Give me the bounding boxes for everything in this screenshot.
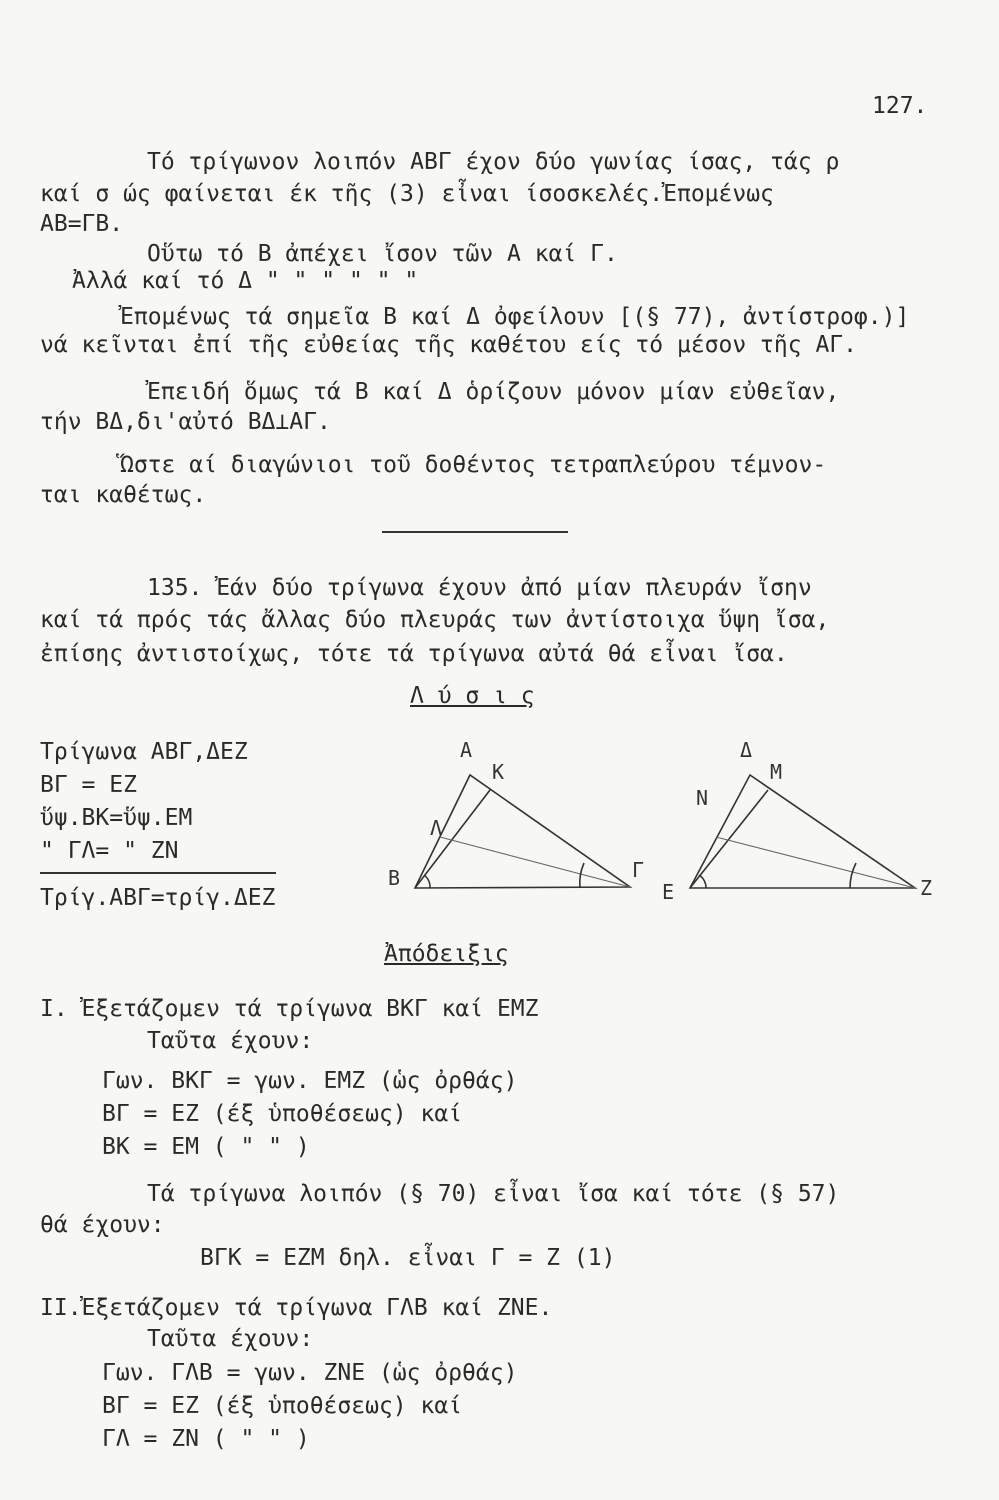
arc-z bbox=[850, 863, 856, 888]
text-line: ται καθέτως. bbox=[40, 482, 207, 508]
given-line: ὕψ.ΒΚ=ὕψ.ΕΜ bbox=[40, 805, 193, 831]
proof-line: II.Ἐξετάζομεν τά τρίγωνα ΓΛΒ καί ΖΝΕ. bbox=[40, 1295, 553, 1321]
conclusion: Τρίγ.ΑΒΓ=τρίγ.ΔΕΖ bbox=[40, 885, 276, 911]
altitude-gl bbox=[440, 837, 630, 887]
label-n: Ν bbox=[696, 786, 709, 810]
text-line: ΑΒ=ΓΒ. bbox=[40, 211, 124, 237]
altitude-bk bbox=[415, 790, 490, 888]
label-a: Α bbox=[460, 738, 473, 762]
section-divider bbox=[382, 531, 568, 533]
triangles-figure bbox=[380, 735, 960, 915]
label-k: Κ bbox=[492, 760, 505, 784]
label-e: Ε bbox=[662, 880, 675, 904]
given-line: Τρίγωνα ΑΒΓ,ΔΕΖ bbox=[40, 739, 248, 765]
label-z: Ζ bbox=[920, 876, 933, 900]
label-l: Λ bbox=[430, 816, 443, 840]
page-number: 127. bbox=[872, 93, 928, 119]
problem-line: ἐπίσης ἀντιστοίχως, τότε τά τρίγωνα αὐτά θά εἶναι ἴσα. bbox=[40, 641, 788, 667]
proof-line: Γων. ΒΚΓ = γων. ΕΜΖ (ὡς ὀρθάς) bbox=[102, 1068, 518, 1094]
givens-rule bbox=[40, 872, 276, 874]
triangle-dez bbox=[690, 775, 915, 888]
proof-line: ΒΓ = ΕΖ (έξ ὑποθέσεως) καί bbox=[102, 1101, 463, 1127]
label-g: Γ bbox=[632, 858, 645, 882]
text-line: καί σ ώς φαίνεται έκ τῆς (3) εἶναι ίσοσκελές.Ἐπομένως bbox=[40, 181, 774, 207]
arc-left bbox=[424, 875, 430, 888]
proof-line: I. Ἐξετάζομεν τά τρίγωνα ΒΚΓ καί ΕΜΖ bbox=[40, 996, 539, 1022]
proof-line: Ταῦτα έχουν: bbox=[147, 1326, 314, 1352]
proof-line: Γων. ΓΛΒ = γων. ΖΝΕ (ὡς ὀρθάς) bbox=[102, 1360, 518, 1386]
proof-line: Τά τρίγωνα λοιπόν (§ 70) εἶναι ἴσα καί τότε (§ 57) bbox=[147, 1181, 840, 1207]
proof-line: ΓΛ = ΖΝ ( " " ) bbox=[102, 1426, 310, 1452]
problem-line: 135. Ἐάν δύο τρίγωνα έχουν ἀπό μίαν πλευράν ἴσην bbox=[147, 575, 812, 601]
given-line: ΒΓ = ΕΖ bbox=[40, 772, 137, 798]
proof-line: ΒΓ = ΕΖ (έξ ὑποθέσεως) καί bbox=[102, 1393, 463, 1419]
problem-line: καί τά πρός τάς ἄλλας δύο πλευράς των ἀντίστοιχα ὕψη ἴσα, bbox=[40, 607, 830, 633]
proof-title: Ἀπόδειξις bbox=[384, 941, 509, 967]
text-line: Ἐπειδή ὅμως τά Β καί Δ ὁρίζουν μόνον μίαν εὐθεῖαν, bbox=[147, 379, 840, 405]
label-d: Δ bbox=[740, 738, 753, 762]
text-line: τήν ΒΔ,δι'αὐτό ΒΔ⊥ΑΓ. bbox=[40, 409, 331, 435]
text-line: Ἀλλά καί τό Δ " " " " " " bbox=[72, 268, 419, 294]
proof-line: ΒΓΚ = ΕΖΜ δηλ. εἶναι Γ = Ζ (1) bbox=[200, 1245, 616, 1271]
arc-right bbox=[580, 863, 584, 888]
text-line: νά κεῖνται ἐπί τῆς εὐθείας τῆς καθέτου είς τό μέσον τῆς ΑΓ. bbox=[40, 332, 857, 358]
solution-title: Λ ύ σ ι ς bbox=[410, 683, 535, 709]
altitude-zn bbox=[716, 837, 915, 888]
text-line: Τό τρίγωνον λοιπόν ΑΒΓ έχον δύο γωνίας ίσας, τάς ρ bbox=[147, 149, 840, 175]
arc-e bbox=[699, 875, 706, 888]
label-b: Β bbox=[388, 866, 401, 890]
text-line: Ἐπομένως τά σημεῖα Β καί Δ ὀφείλουν [(§ 77), ἀντίστροφ.)] bbox=[120, 304, 910, 330]
proof-line: ΒΚ = ΕΜ ( " " ) bbox=[102, 1134, 310, 1160]
proof-line: θά έχουν: bbox=[40, 1212, 165, 1238]
text-line: Οὕτω τό Β ἀπέχει ἴσον τῶν Α καί Γ. bbox=[147, 241, 618, 267]
triangle-abg bbox=[415, 775, 630, 888]
text-line: Ὥστε αί διαγώνιοι τοῦ δοθέντος τετραπλεύρου τέμνον- bbox=[120, 452, 827, 478]
proof-line: Ταῦτα έχουν: bbox=[147, 1028, 314, 1054]
given-line: " ΓΛ= " ΖΝ bbox=[40, 838, 179, 864]
label-m: Μ bbox=[770, 760, 783, 784]
